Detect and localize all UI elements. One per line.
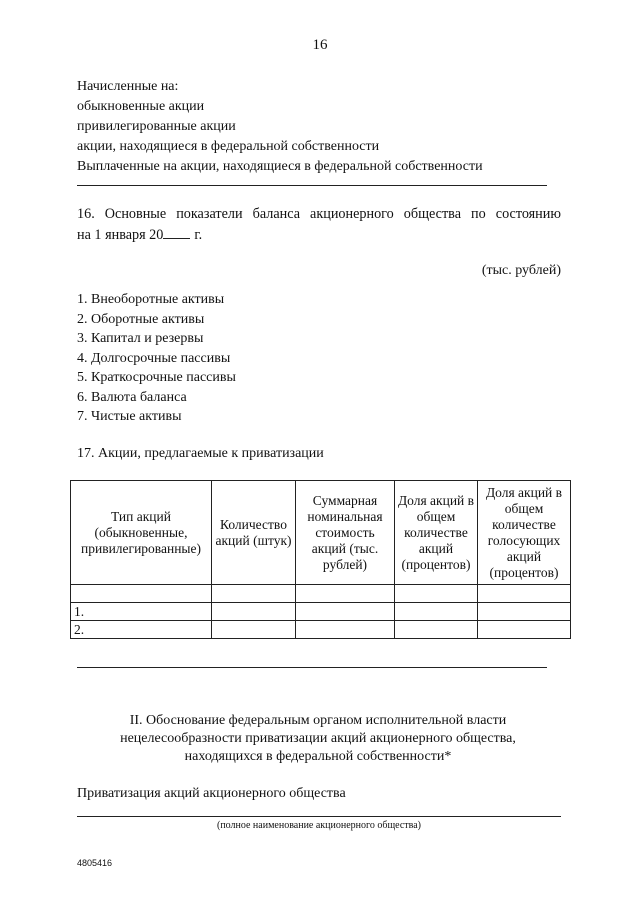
balance-item: 3. Капитал и резервы bbox=[77, 331, 204, 346]
header-voting-percent: Доля акций в общем количестве голосующих акций (процентов) bbox=[478, 481, 571, 585]
table-cell[interactable] bbox=[212, 585, 296, 603]
paid-federal-shares: Выплаченные на акции, находящиеся в федеральной собственности bbox=[77, 159, 483, 174]
unit-label: (тыс. рублей) bbox=[481, 263, 561, 278]
balance-item: 6. Валюта баланса bbox=[77, 389, 187, 405]
privatization-line: Приватизация акций акционерного общества bbox=[77, 786, 346, 801]
table-cell[interactable] bbox=[71, 585, 212, 603]
table-cell[interactable]: 2. bbox=[71, 621, 212, 639]
balance-item: 5. Краткосрочные пассивы bbox=[77, 370, 236, 385]
table-header-row bbox=[71, 481, 571, 585]
section-16-word: 16. bbox=[77, 206, 95, 222]
section-16-word: Основные bbox=[104, 206, 167, 222]
header-share-count: Количество акций (штук) bbox=[212, 481, 296, 585]
table-cell[interactable]: 1. bbox=[71, 603, 212, 621]
date-suffix: г. bbox=[194, 227, 203, 243]
balance-item: 7. Чистые активы bbox=[77, 409, 182, 424]
table-cell[interactable] bbox=[395, 603, 478, 621]
accruals-block bbox=[77, 77, 483, 177]
table-cell[interactable] bbox=[212, 603, 296, 621]
section-16-word: состоянию bbox=[495, 206, 561, 222]
balance-item: 2. Оборотные активы bbox=[77, 311, 205, 327]
balance-item: 4. Долгосрочные пассивы bbox=[77, 350, 231, 366]
accruals-preferred-shares: привилегированные акции bbox=[77, 119, 236, 134]
company-name-caption: (полное наименование акционерного общества) bbox=[216, 820, 422, 831]
document-number: 4805416 bbox=[77, 858, 113, 868]
table-cell[interactable] bbox=[212, 621, 296, 639]
separator-line bbox=[77, 185, 547, 186]
table-row bbox=[71, 603, 571, 621]
table-row bbox=[71, 621, 571, 639]
year-blank bbox=[163, 224, 190, 239]
section-2-title: II. Обоснование федеральным органом исполнительной власти нецелесообразности приватизации акций акционерного общества, находящихся в федеральной собственности* bbox=[120, 713, 516, 764]
table-cell[interactable] bbox=[478, 603, 571, 621]
separator-line bbox=[77, 667, 547, 668]
company-name-line bbox=[77, 816, 561, 817]
accruals-federal-shares: акции, находящиеся в федеральной собственности bbox=[77, 139, 380, 154]
header-share-percent: Доля акций в общем количестве акций (процентов) bbox=[395, 481, 478, 585]
section-16-word: акционерного bbox=[310, 206, 394, 222]
section-16-word: показатели bbox=[176, 206, 243, 222]
section-16-heading bbox=[77, 204, 561, 245]
accruals-heading: Начисленные на: bbox=[77, 79, 179, 94]
section-16-word: общества bbox=[403, 206, 461, 222]
table-cell[interactable] bbox=[478, 621, 571, 639]
table-cell[interactable] bbox=[395, 621, 478, 639]
section-16-word: баланса bbox=[252, 206, 300, 222]
table-cell[interactable] bbox=[296, 621, 395, 639]
section-16-word: по bbox=[471, 206, 486, 222]
balance-item: 1. Внеоборотные активы bbox=[77, 292, 225, 307]
header-nominal-value: Суммарная номинальная стоимость акций (тыс. рублей) bbox=[296, 481, 395, 585]
table-cell[interactable] bbox=[296, 585, 395, 603]
table-row bbox=[71, 585, 571, 603]
table-cell[interactable] bbox=[395, 585, 478, 603]
balance-items bbox=[77, 290, 236, 427]
table-cell[interactable] bbox=[296, 603, 395, 621]
date-prefix: на 1 января 20 bbox=[77, 227, 164, 243]
page-number: 16 bbox=[312, 37, 328, 53]
table-cell[interactable] bbox=[478, 585, 571, 603]
header-share-type: Тип акций (обыкновенные, привилегированные) bbox=[71, 481, 212, 585]
accruals-ordinary-shares: обыкновенные акции bbox=[77, 99, 205, 114]
section-17-title: 17. Акции, предлагаемые к приватизации bbox=[77, 446, 324, 461]
shares-table bbox=[70, 480, 571, 639]
